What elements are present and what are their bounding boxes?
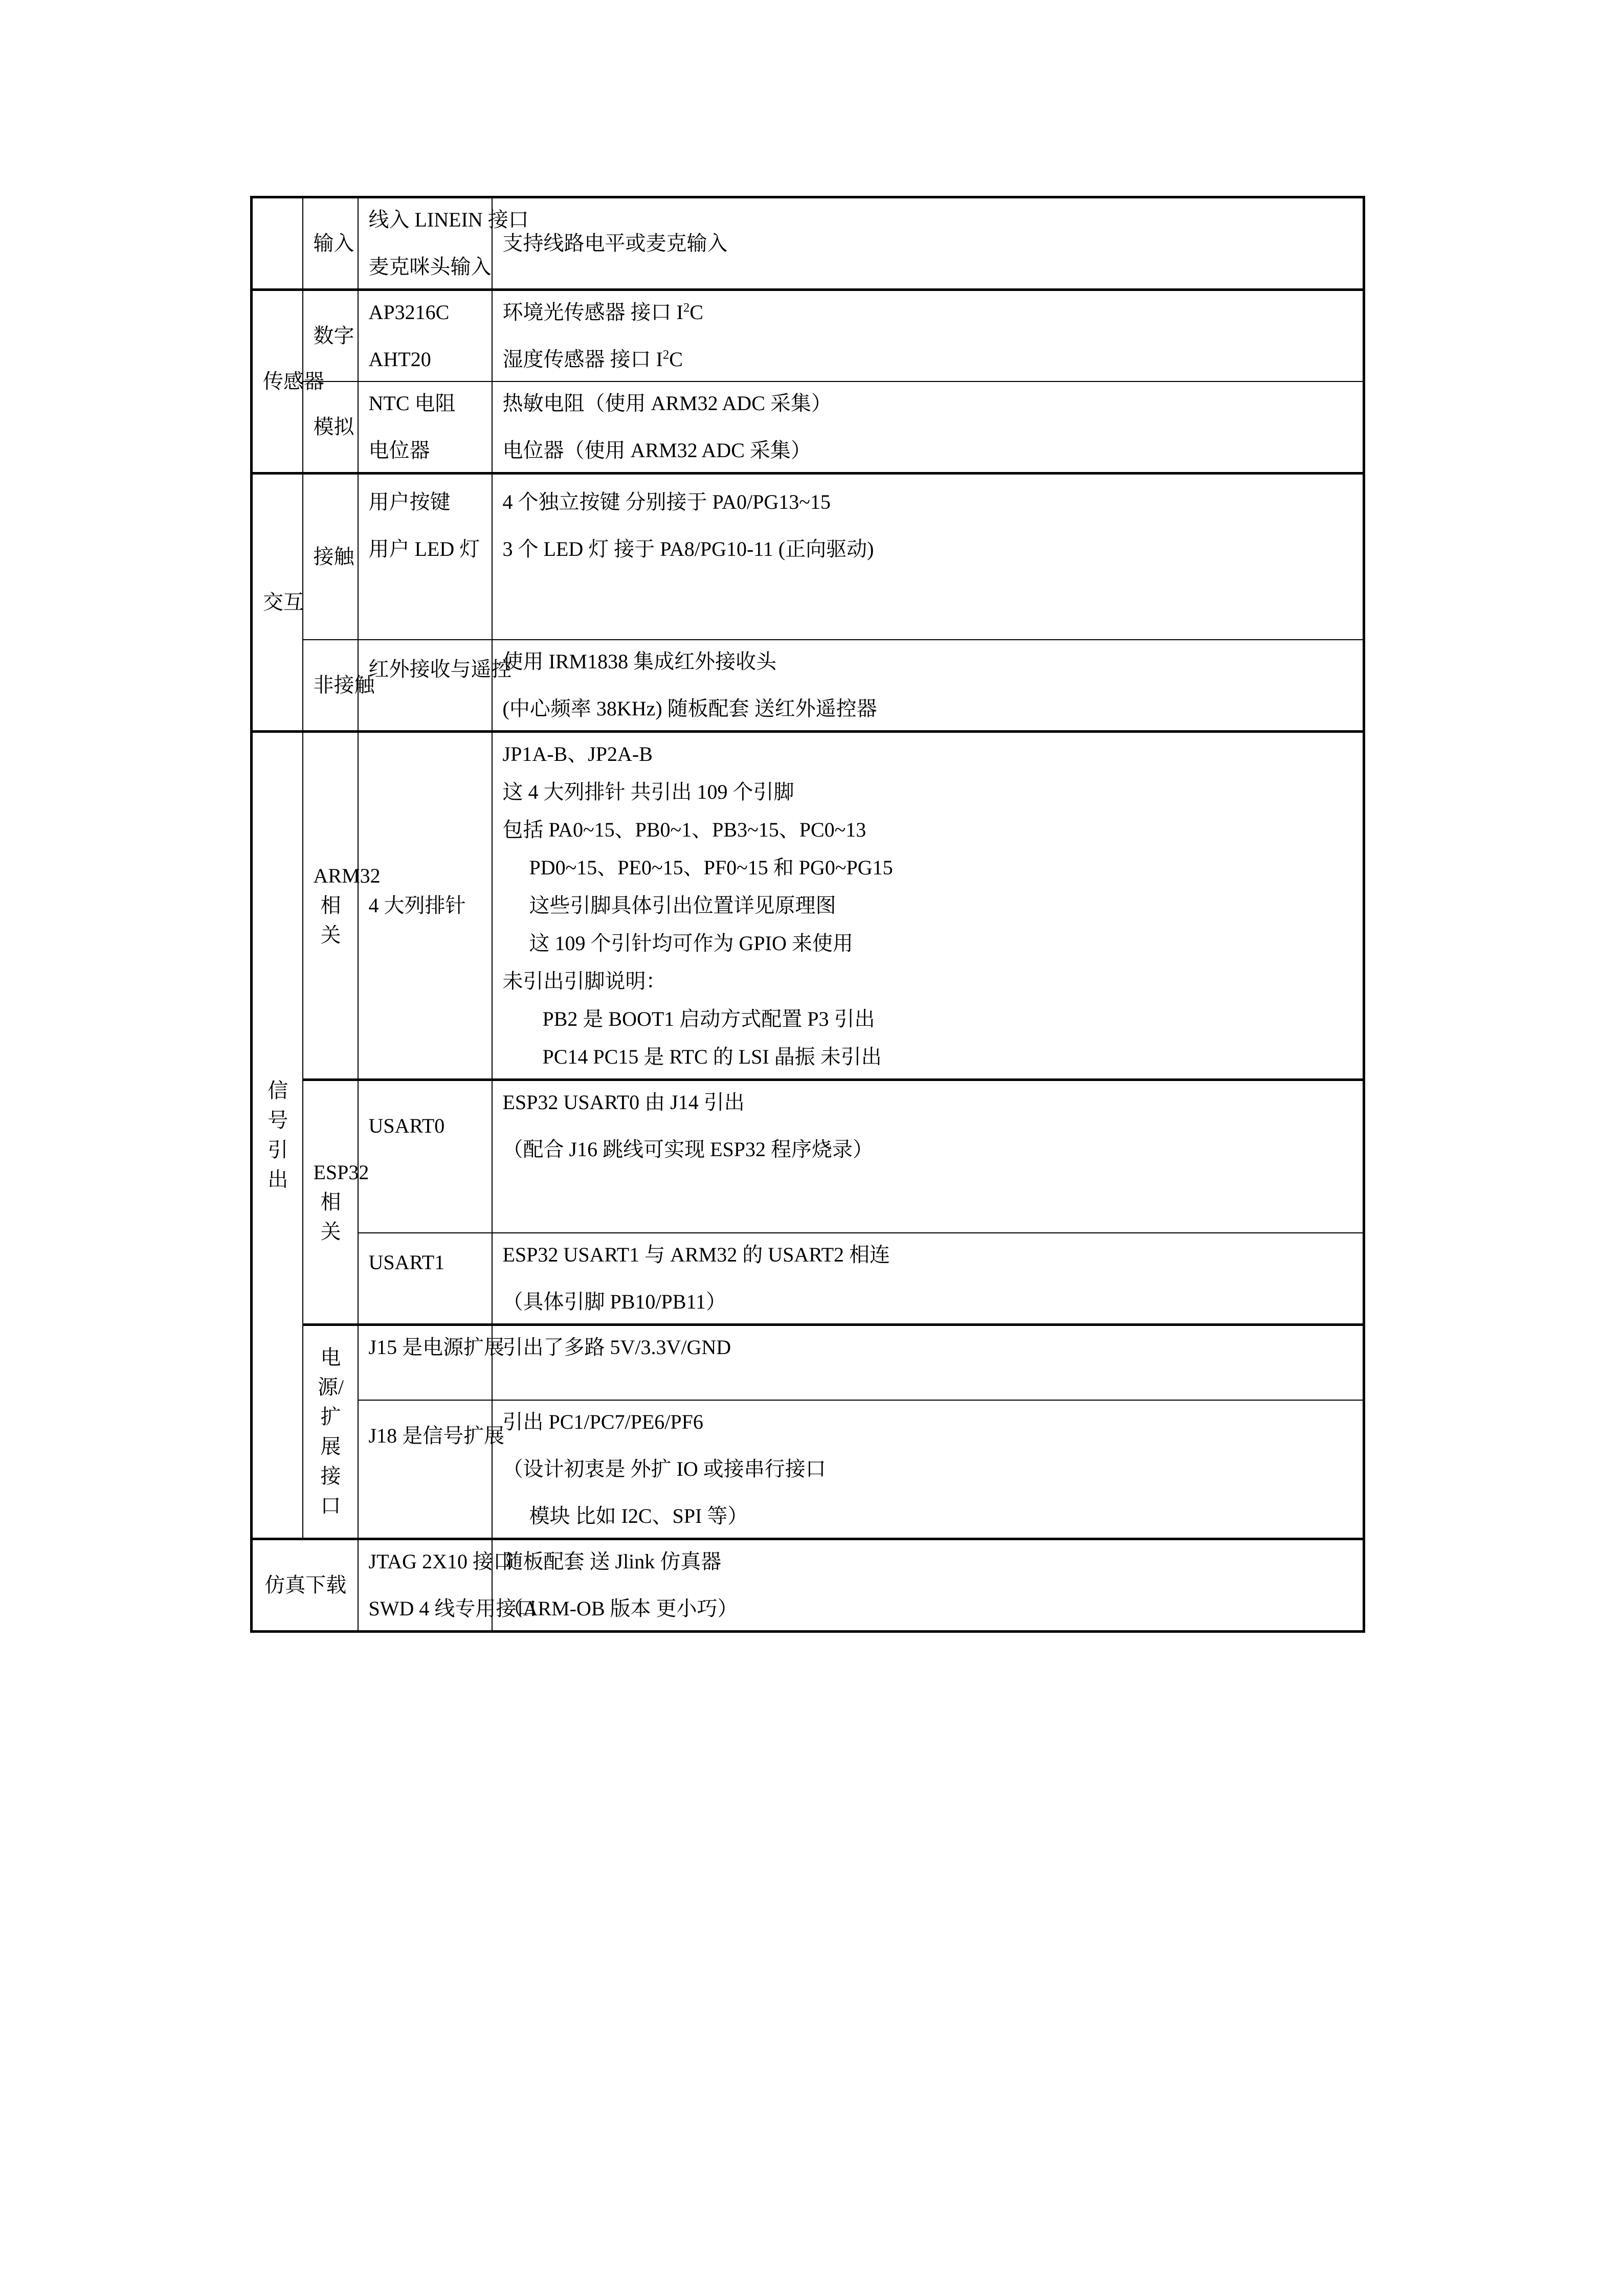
group-cell-sensor <box>252 290 324 474</box>
desc-cell-analog <box>492 381 1364 474</box>
group-label: 传感器 <box>263 370 324 393</box>
item-line: AP3216C <box>368 301 450 324</box>
spec-table-container <box>250 196 1363 1633</box>
subgroup-label: 数字 <box>313 324 354 347</box>
group-cell-signal-breakout <box>252 732 303 1539</box>
group-label-line: 信号 <box>268 1079 288 1132</box>
desc-cell-noncontact <box>492 640 1364 732</box>
table-row <box>252 1080 1364 1233</box>
item-cell-analog <box>358 381 492 474</box>
table-row <box>252 1325 1364 1401</box>
group-cell-blank <box>252 197 303 290</box>
item-cell-contact <box>358 474 492 640</box>
table-row <box>252 290 1364 382</box>
desc-line: 这 4 大列排针 共引出 109 个引脚 <box>502 780 794 803</box>
desc-line: 电位器（使用 ARM32 ADC 采集） <box>502 439 811 462</box>
desc-line: （设计初衷是 外扩 IO 或接串行接口 <box>502 1457 826 1480</box>
desc-line: 环境光传感器 接口 $I^2C$ <box>502 301 703 324</box>
subgroup-cell-noncontact <box>303 640 375 732</box>
item-cell-j18 <box>358 1400 505 1539</box>
desc-line: 4 个独立按键 分别接于 PA0/PG13~15 <box>502 490 831 513</box>
desc-cell-contact <box>492 474 1364 640</box>
table-row <box>252 474 1364 640</box>
item-line: 4 大列排针 <box>368 894 466 917</box>
superscript-two: 2 <box>683 301 690 315</box>
desc-line: PB2 是 BOOT1 启动方式配置 P3 引出 <box>542 1007 875 1030</box>
desc-cell-digital <box>492 290 1364 382</box>
item-cell-usart1 <box>358 1233 492 1325</box>
item-line: J18 是信号扩展 <box>368 1424 505 1447</box>
table-row <box>252 640 1364 732</box>
item-cell-noncontact <box>358 640 512 732</box>
item-line: 电位器 <box>368 439 430 462</box>
subgroup-label: 接触 <box>313 545 354 568</box>
desc-line: 随板配套 送 Jlink 仿真器 <box>502 1550 722 1573</box>
subgroup-label: 非接触 <box>313 673 375 696</box>
table-row <box>252 381 1364 474</box>
subgroup-label-line: ESP32 <box>313 1161 369 1184</box>
desc-line: 模块 比如 I2C、SPI 等） <box>529 1504 748 1527</box>
desc-line: 这些引脚具体引出位置详见原理图 <box>529 894 836 917</box>
subgroup-label: 模拟 <box>313 415 354 438</box>
subgroup-cell-esp32 <box>303 1080 369 1325</box>
table-row <box>252 732 1364 1080</box>
desc-line: （具体引脚 PB10/PB11） <box>502 1290 726 1313</box>
desc-line: 包括 PA0~15、PB0~1、PB3~15、PC0~13 <box>502 818 866 841</box>
desc-line: 使用 IRM1838 集成红外接收头 <box>502 650 777 673</box>
desc-line: 引出了多路 5V/3.3V/GND <box>502 1336 731 1359</box>
item-line: 红外接收与遥控 <box>368 658 512 681</box>
desc-cell-input <box>492 197 1364 290</box>
item-cell-j15 <box>358 1325 505 1401</box>
desc-line: ESP32 USART1 与 ARM32 的 USART2 相连 <box>502 1243 891 1266</box>
desc-line: 湿度传感器 接口 $I^2C$ <box>502 348 683 371</box>
subgroup-cell-power-expansion <box>303 1325 358 1539</box>
desc-line: 这 109 个引针均可作为 GPIO 来使用 <box>529 932 853 955</box>
desc-line: PC14 PC15 是 RTC 的 LSI 晶振 未引出 <box>542 1045 882 1068</box>
item-line: USART0 <box>368 1114 445 1137</box>
desc-cell-j18 <box>492 1400 1364 1539</box>
desc-cell-arm32 <box>492 732 1364 1080</box>
superscript-two: 2 <box>662 348 670 362</box>
item-cell-usart0 <box>358 1080 492 1233</box>
desc-line: （配合 J16 跳线可实现 ESP32 程序烧录） <box>502 1138 873 1161</box>
item-line: 用户 LED 灯 <box>368 537 480 560</box>
desc-line: 未引出引脚说明： <box>502 970 666 993</box>
desc-cell-j15 <box>492 1325 1364 1401</box>
subgroup-label: 输入 <box>313 232 354 255</box>
desc-cell-usart0 <box>492 1080 1364 1233</box>
subgroup-cell-input <box>303 197 358 290</box>
subgroup-cell-arm32 <box>303 732 381 1080</box>
item-line: NTC 电阻 <box>368 392 456 415</box>
item-line: J15 是电源扩展 <box>368 1336 505 1359</box>
subgroup-cell-digital <box>303 290 358 382</box>
subgroup-cell-analog <box>303 381 358 474</box>
item-cell-input <box>358 197 529 290</box>
subgroup-cell-contact <box>303 474 358 640</box>
desc-line: JP1A-B、JP2A-B <box>502 742 653 766</box>
group-label-line: 引出 <box>268 1138 288 1191</box>
desc-line: ESP32 USART0 由 J14 引出 <box>502 1091 745 1114</box>
board-spec-table <box>250 196 1365 1633</box>
table-row <box>252 1400 1364 1539</box>
table-row <box>252 197 1364 290</box>
subgroup-label-line: 相关 <box>320 894 341 947</box>
table-row <box>252 1233 1364 1325</box>
desc-line: 热敏电阻（使用 ARM32 ADC 采集） <box>502 392 832 415</box>
item-line: JTAG 2X10 接口 <box>368 1550 514 1573</box>
desc-cell-usart1 <box>492 1233 1364 1325</box>
item-line: SWD 4 线专用接口 <box>368 1597 537 1620</box>
desc-line: PD0~15、PE0~15、PF0~15 和 PG0~PG15 <box>529 856 893 879</box>
desc-line: 支持线路电平或麦克输入 <box>502 232 728 255</box>
item-cell-debug <box>358 1539 537 1632</box>
group-label: 仿真下载 <box>264 1573 347 1596</box>
desc-line: 3 个 LED 灯 接于 PA8/PG10-11 (正向驱动) <box>502 537 874 560</box>
group-label: 交互 <box>263 591 304 614</box>
desc-line: 引出 PC1/PC7/PE6/PF6 <box>502 1410 703 1433</box>
item-line: AHT20 <box>368 348 431 371</box>
subgroup-label-line: 相关 <box>320 1190 341 1243</box>
subgroup-label-line: 电源/扩 <box>317 1346 344 1428</box>
desc-cell-debug <box>492 1539 1364 1632</box>
desc-line: （ARM-OB 版本 更小巧） <box>502 1597 738 1620</box>
subgroup-label-line: ARM32 <box>313 864 381 887</box>
subgroup-label-line: 展接口 <box>320 1435 341 1517</box>
desc-line: (中心频率 38KHz) 随板配套 送红外遥控器 <box>502 697 877 720</box>
item-line: 用户按键 <box>368 490 451 513</box>
item-line: 麦克咪头输入 <box>368 255 492 278</box>
table-row <box>252 1539 1364 1632</box>
group-cell-interaction <box>252 474 303 732</box>
item-line: USART1 <box>368 1251 445 1274</box>
item-cell-digital <box>358 290 492 382</box>
item-line: 线入 LINEIN 接口 <box>368 208 529 231</box>
item-cell-arm32 <box>358 732 492 1080</box>
group-cell-debug-download <box>252 1539 358 1632</box>
